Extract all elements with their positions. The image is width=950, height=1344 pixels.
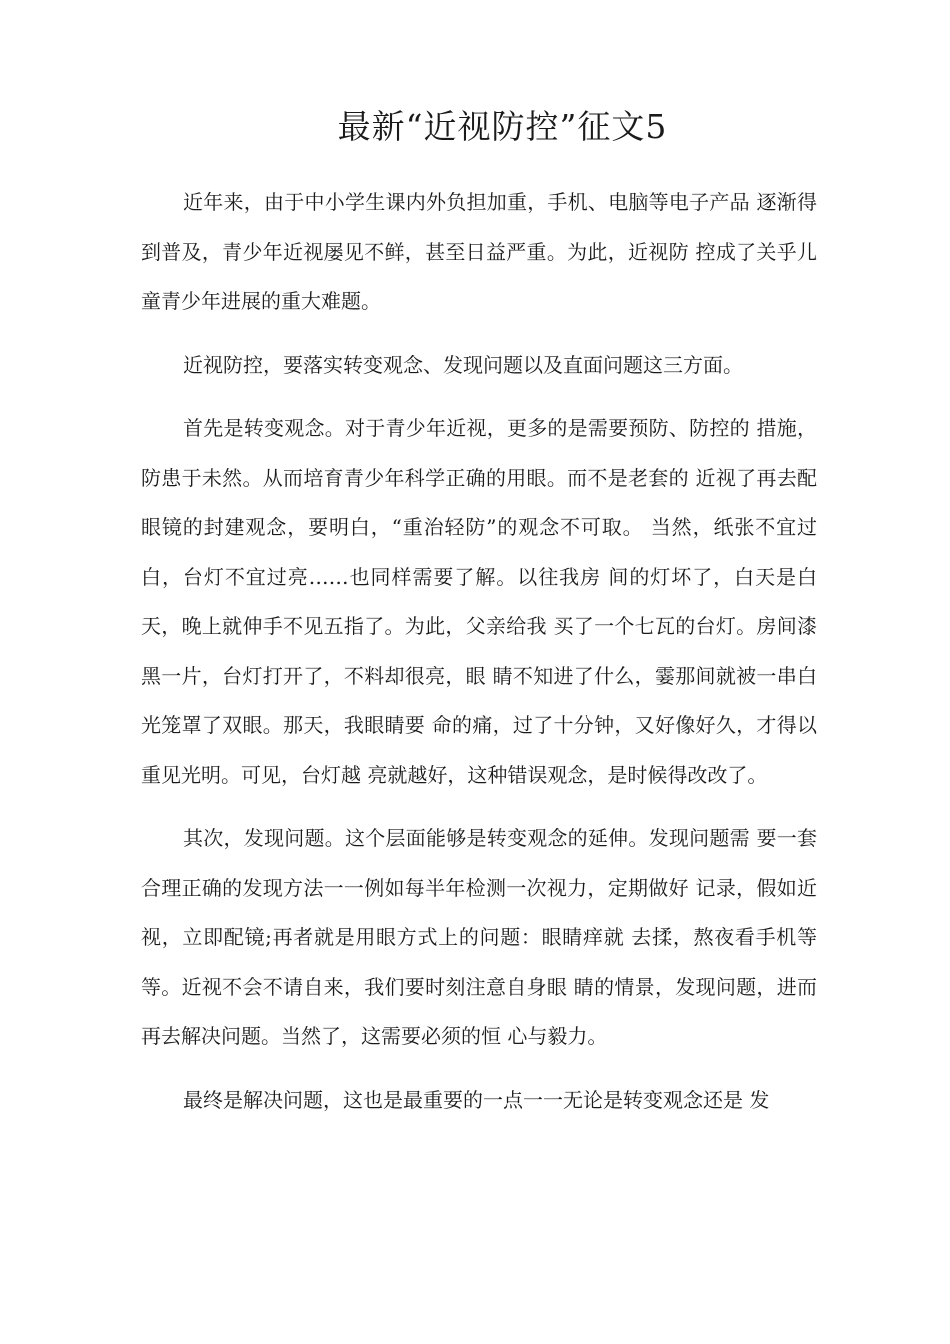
document-body bbox=[141, 178, 817, 1139]
paragraph-find-problem: 其次，发现问题。这个层面能够是转变观念的延伸。发现问题需 要一套合理正确的发现方法一一例如每半年检测一次视力，定期做好 记录，假如近视，立即配镜;再者就是用眼方式上的问题：眼睛痒就 去揉，熬夜看手机等等。近视不会不请自来，我们要时刻注意自身眼 睛的情景，发现问题，进而再去解决问题。当然了，这需要必须的恒 心与毅力。 bbox=[141, 826, 817, 1048]
paragraph-change-concept: 首先是转变观念。对于青少年近视，更多的是需要预防、防控的 措施，防患于未然。从而培育青少年科学正确的用眼。而不是老套的 近视了再去配眼镜的封建观念，要明白，“重治轻防”的观念不可取。 当然，纸张不宜过白，台灯不宜过亮……也同样需要了解。以往我房 间的灯坏了，白天是白天，晚上就伸手不见五指了。为此，父亲给我 买了一个七瓦的台灯。房间漆黑一片，台灯打开了，不料却很亮，眼 睛不知进了什么，霎那间就被一串白光笼罩了双眼。那天，我眼睛要 命的痛，过了十分钟，又好像好久，才得以重见光明。可见，台灯越 亮就越好，这种错误观念，是时候得改改了。 bbox=[141, 416, 817, 787]
document-title: 最新“近视防控”征文5 bbox=[337, 107, 668, 146]
paragraph-overview: 近视防控，要落实转变观念、发现问题以及直面问题这三方面。 bbox=[183, 352, 743, 377]
paragraph-solve-problem: 最终是解决问题，这也是最重要的一点一一无论是转变观念还是 发 bbox=[183, 1087, 770, 1112]
paragraph-intro: 近年来，由于中小学生课内外负担加重，手机、电脑等电子产品 逐渐得到普及，青少年近视屡见不鲜，甚至日益严重。为此，近视防 控成了关乎儿童青少年进展的重大难题。 bbox=[141, 190, 817, 313]
